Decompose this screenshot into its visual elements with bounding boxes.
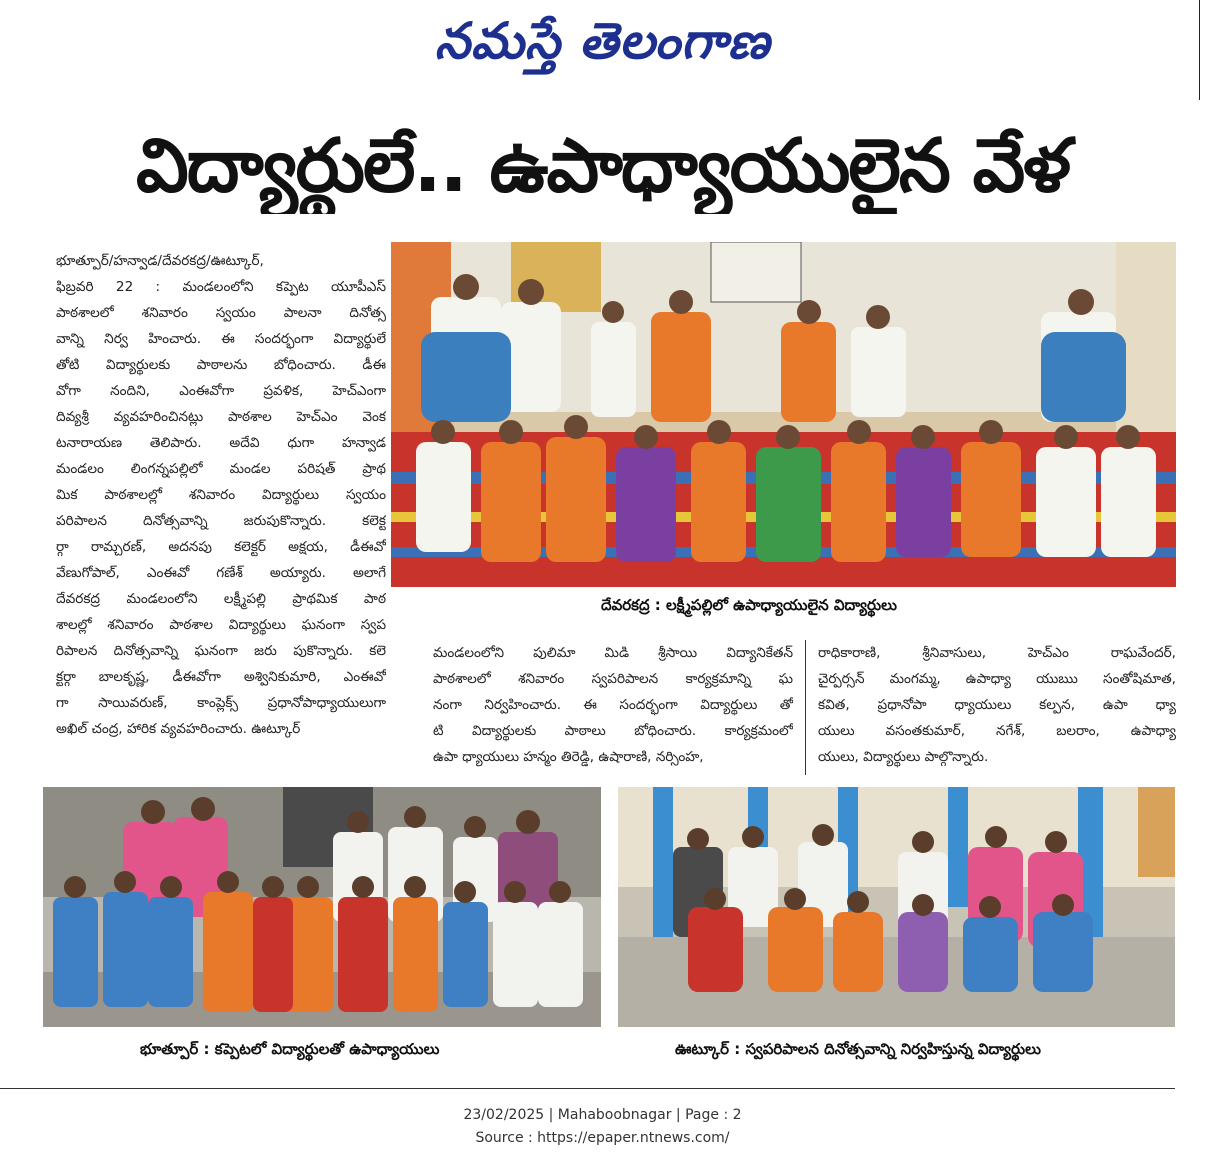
bottom-right-caption: ఊట్కూర్ : స్వపరిపాలన దినోత్సవాన్ని నిర్వహిస్తున్న విద్యార్థులు: [675, 1040, 1041, 1058]
top-right-divider: [1199, 0, 1200, 100]
article-line: యులు, విద్యార్థులు పాల్గొన్నారు.: [818, 749, 989, 765]
article-line: గా సాయివరుణ్, కాంప్లెక్స్ ప్రధానోపాధ్యాయులుగా: [56, 695, 386, 711]
footer-date-edition: 23/02/2025 | Mahaboobnagar | Page : 2: [463, 1107, 742, 1123]
article-line: క్టర్గా బాలకృష్ణ, డీఈవోగా అశ్వినికుమారి, ఎంఈవో: [56, 669, 386, 685]
column-divider: [805, 640, 806, 775]
article-line: భూత్పూర్/హన్వాడ/దేవరకద్ర/ఊట్కూర్,: [56, 253, 264, 269]
article-line: టనారాయణ తెలిపారు. అదేవి ధుగా హన్వాడ: [56, 435, 386, 451]
article-line: దేవరకద్ర మండలంలోని లక్ష్మీపల్లి ప్రాథమిక పాఠ: [56, 591, 386, 607]
article-line: రాధికారాణి, శ్రీనివాసులు, హెచ్ఎం రాఘవేందర్,: [818, 645, 1176, 661]
bottom-left-caption: భూత్పూర్ : కప్పెటలో విద్యార్థులతో ఉపాధ్యాయులు: [140, 1040, 440, 1058]
article-line: ఫిబ్రవరి 22 : మండలంలోని కప్పెట యూపీఎస్: [56, 279, 386, 295]
article-line: రిపాలన దినోత్సవాన్ని ఘనంగా జరు పుకొన్నారు. కలె: [56, 643, 386, 659]
article-line: మండలం లింగన్నపల్లిలో మండల పరిషత్ ప్రాథ: [56, 461, 386, 477]
masthead: [0, 6, 1205, 76]
bottom-left-photo: [43, 787, 601, 1027]
main-photo-caption: దేవరకద్ర : లక్ష్మీపల్లిలో ఉపాధ్యాయులైన విద్యార్థులు: [601, 596, 897, 614]
bottom-right-photo: [618, 787, 1175, 1027]
headline: విద్యార్థులే.. ఉపాధ్యాయులైన వేళ: [136, 123, 1069, 209]
article-column-3: [818, 640, 1176, 780]
article-column-1: [56, 248, 386, 768]
article-line: నంగా నిర్వహించారు. ఈ సందర్భంగా విద్యార్థులు తో: [433, 697, 793, 713]
article-line: యులు వసంతకుమార్, నగేశ్, బలరాం, ఉపాధ్యా: [818, 723, 1176, 739]
article-line: మండలంలోని పులిమా మిడి శ్రీసాయి విద్యానికేతన్: [433, 645, 793, 661]
article-line: ర్గా రామ్చరణ్, అదనపు కలెక్టర్ అక్షయ, డీఈవో: [56, 539, 386, 555]
article-line: తోటి విద్యార్థులకు పాఠాలను బోధించారు. డీఈ: [56, 357, 386, 373]
article-line: పాఠశాలలో శనివారం స్వయం పాలనా దినోత్స: [56, 305, 386, 321]
article-line: ఉపా ధ్యాయులు హన్మం తిరెడ్డి, ఉషారాణి, నర్సింహ,: [433, 749, 704, 765]
article-line: పాఠశాలలో శనివారం స్వపరిపాలన కార్యక్రమాన్ని ఘ: [433, 671, 793, 687]
footer-source: Source : https://epaper.ntnews.com/: [475, 1130, 730, 1146]
bottom-rule: [0, 1088, 1175, 1089]
article-line: వాన్ని నిర్వ హించారు. ఈ సందర్భంగా విద్యార్థులే: [56, 331, 386, 347]
article-line: అఖిల్ చంద్ర, హారిక వ్యవహరించారు. ఊట్కూర్: [56, 721, 301, 737]
article-line: కవిత, ప్రధానోపా ధ్యాయులు కల్పన, ఉపా ధ్యా: [818, 697, 1176, 713]
article-line: శాలల్లో శనివారం పాఠశాల విద్యార్థులు ఘనంగా స్వప: [56, 617, 386, 633]
article-line: మిక పాఠశాలల్లో శనివారం విద్యార్థులు స్వయం: [56, 487, 386, 503]
article-line: టి విద్యార్థులకు పాఠాలు బోధించారు. కార్యక్రమంలో: [433, 723, 793, 739]
masthead-logo: నమస్తే తెలంగాణ: [434, 11, 771, 70]
main-photo: [391, 242, 1176, 587]
article-line: వోగా నందిని, ఎంఈవోగా ప్రవళిక, హెచ్ఎంగా: [56, 383, 386, 399]
article-line: వేణుగోపాల్, ఎంఈవో గణేశ్ అయ్యారు. అలాగే: [56, 565, 386, 581]
article-line: దివ్యశ్రీ వ్యవహరించినట్లు పాఠశాల హెచ్ఎం వెంక: [56, 409, 386, 425]
article-line: చైర్పర్సన్ మంగమ్మ, ఉపాధ్యా యుఋ సంతోషిమాత,: [818, 671, 1176, 687]
article-line: పరిపాలన దినోత్సవాన్ని జరుపుకొన్నారు. కలెక్ట: [56, 513, 386, 529]
article-column-2: [433, 640, 793, 780]
